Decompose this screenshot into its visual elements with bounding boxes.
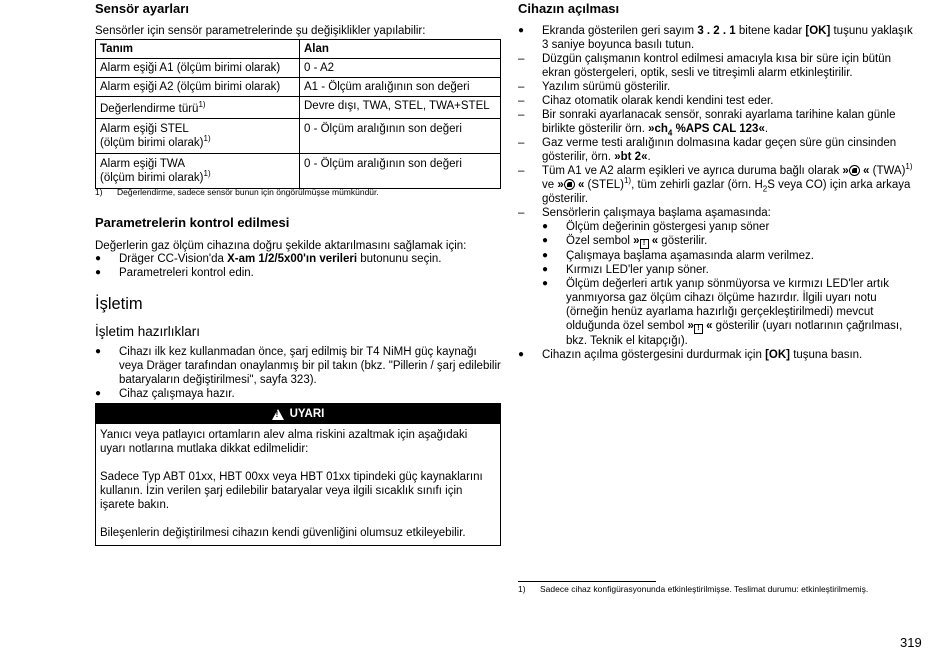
warning-body	[96, 424, 500, 545]
list-item: ● Çalışmaya başlama aşamasında alarm verilmez.	[542, 249, 922, 263]
table-cell-range: Devre dışı, TWA, STEL, TWA+STEL	[300, 97, 501, 119]
quote-open: »	[842, 165, 849, 177]
footnote-ref: 1)	[203, 169, 211, 179]
quote-close: «	[574, 179, 585, 191]
page-number: 319	[900, 635, 922, 650]
list-item: ● Parametreleri kontrol edin.	[95, 266, 501, 280]
item-text: ve	[542, 179, 558, 191]
list-item	[518, 348, 922, 362]
sensor-table-wrap	[95, 39, 501, 189]
quote-close: «	[702, 320, 713, 332]
table-cell-range: 0 - Ölçüm aralığının son değeri	[300, 119, 501, 154]
quote-open: »	[557, 179, 564, 191]
code-part: »ch	[648, 123, 668, 135]
item-text: Ölçüm değerleri artık yanıp sönmüyorsa ve kırmızı LED'ler artık yanmıyorsa gaz ölçüm cihazı ölçüme hazırdır. İlgili uyarı notu (örneğin henüz ayarlama hazırlığı gerçekleştirilmedi) mevcut olduğunda özel sembol	[566, 278, 890, 332]
device-on-list	[518, 24, 922, 362]
list-item	[95, 252, 501, 266]
code-part: %APS CAL 123«	[672, 123, 765, 135]
item-bold-text: X-am 1/2/5x00'ın verileri	[227, 253, 358, 265]
table-cell-term: Alarm eşiği A1 (ölçüm birimi olarak)	[96, 59, 300, 78]
item-text: (TWA)	[869, 165, 906, 177]
item-text: Özel sembol	[566, 235, 634, 247]
footnote-ref: 1)	[905, 162, 913, 172]
table-cell-range: 0 - Ölçüm aralığının son değeri	[300, 154, 501, 189]
term-text: Alarm eşiği TWA	[100, 158, 185, 170]
ok-key-text: [OK]	[765, 349, 790, 361]
table-row	[96, 154, 501, 189]
table-row	[96, 59, 501, 78]
warning-header	[96, 404, 500, 424]
param-check-heading: Parametrelerin kontrol edilmesi	[95, 215, 290, 230]
footnote-ref: 1)	[623, 176, 632, 186]
list-item	[518, 108, 922, 136]
item-text: S veya CO) için arka arkaya gösterilir.	[542, 179, 911, 205]
table-cell-range: A1 - Ölçüm aralığının son değeri	[300, 78, 501, 97]
operation-prep-heading: İşletim hazırlıkları	[95, 324, 201, 339]
footnote-text: Sadece cihaz konfigürasyonunda etkinleştirilmişse. Teslimat durumu: etkinleştirilmemiş.	[540, 584, 869, 594]
list-item	[542, 234, 922, 249]
ok-key-text: [OK]	[805, 25, 831, 37]
item-text: (STEL)	[584, 179, 624, 191]
item-text: Tüm A1 ve A2 alarm eşikleri ve ayrıca duruma bağlı olarak	[542, 165, 843, 177]
display-code: »bt 2«	[614, 151, 648, 163]
term-text: (ölçüm birimi olarak)	[100, 172, 204, 184]
term-text: (ölçüm birimi olarak)	[100, 137, 204, 149]
warmup-sublist	[542, 220, 922, 348]
right-footnote	[518, 584, 928, 595]
table-cell-term: Alarm eşiği A2 (ölçüm birimi olarak)	[96, 78, 300, 97]
table-header-range: Alan	[300, 40, 501, 59]
sensor-parameter-table	[95, 39, 501, 189]
table-cell-term	[96, 119, 300, 154]
footnote-ref: 1)	[198, 100, 206, 110]
table-row	[96, 97, 501, 119]
list-item: ● Cihazı ilk kez kullanmadan önce, şarj edilmiş bir T4 NiMH güç kaynağı veya Dräger tarafından onaylanmış bir pil takın (bkz. "Pillerin / şarj edilebilir bataryaların değiştirilmesi", sayfa 323).	[95, 345, 501, 387]
warning-paragraph: Sadece Typ ABT 01xx, HBT 00xx veya HBT 01xx tipindeki güç kaynaklarını kullanın. İzin verilen şarj edilebilir bataryalar veya ilgili sıcaklık sınıfı için işarete bakın.	[100, 471, 483, 511]
operation-prep-list	[95, 345, 501, 401]
table-cell-range: 0 - A2	[300, 59, 501, 78]
quote-close: «	[859, 165, 870, 177]
item-text: .	[764, 123, 769, 135]
item-text: Gaz verme testi aralığının dolmasına kadar geçen süre gün cinsinden gösterilir, örn.	[542, 137, 897, 163]
list-item	[518, 206, 922, 348]
warning-paragraph: Yanıcı veya patlayıcı ortamların alev alma riskini azaltmak için aşağıdaki uyarı notlarına mutlaka dikkat edilmelidir:	[100, 429, 468, 455]
list-item	[518, 164, 922, 206]
warning-title: UYARI	[289, 408, 325, 420]
item-text: Sensörlerin çalışmaya başlama aşamasında:	[542, 207, 771, 219]
list-item: ● Cihaz çalışmaya hazır.	[95, 387, 501, 401]
table-cell-term	[96, 97, 300, 119]
footnote-text: Değerlendirme, sadece sensör bunun için öngörülmüşse mümkündür.	[117, 187, 379, 197]
item-text: tuşunu yaklaşık 3 saniye boyunca basılı tutun.	[542, 25, 913, 51]
code-sub: 4	[667, 128, 673, 138]
subscript: 2	[762, 184, 768, 194]
table-row	[96, 119, 501, 154]
param-check-intro: Değerlerin gaz ölçüm cihazına doğru şekilde aktarılmasını sağlamak için:	[95, 240, 467, 252]
item-text: butonunu seçin.	[357, 253, 442, 265]
special-symbol-icon: !	[640, 239, 649, 249]
table-header-term: Tanım	[96, 40, 300, 59]
warning-paragraph: Bileşenlerin değiştirilmesi cihazın kendi güvenliğini olumsuz etkileyebilir.	[100, 527, 466, 539]
footnote-number: 1)	[95, 187, 103, 197]
list-item: – Cihaz otomatik olarak kendi kendini test eder.	[518, 94, 922, 108]
quote-close: «	[648, 235, 659, 247]
item-text: gösterilir (uyarı notlarının çağrılması, bkz. Teknik el kitapçığı).	[566, 320, 903, 347]
warning-box	[95, 403, 501, 546]
item-text: Ekranda gösterilen geri sayım	[542, 25, 698, 37]
item-text: gösterilir.	[658, 235, 708, 247]
list-item: – Yazılım sürümü gösterilir.	[518, 80, 922, 94]
list-item	[542, 277, 922, 348]
item-text: tuşuna basın.	[790, 349, 863, 361]
list-item	[518, 136, 922, 164]
item-text: .	[647, 151, 651, 163]
item-text: Cihazın açılma göstergesini durdurmak için	[542, 349, 766, 361]
list-item: ● Kırmızı LED'ler yanıp söner.	[542, 263, 922, 277]
term-text: Alarm eşiği STEL	[100, 123, 189, 135]
device-on-heading: Cihazın açılması	[518, 1, 620, 16]
sensor-settings-intro: Sensörler için sensör parametrelerinde şu değişiklikler yapılabilir:	[95, 25, 426, 37]
item-text: Dräger CC-Vision'da	[119, 253, 228, 265]
footnote-divider	[518, 581, 656, 582]
display-code	[648, 123, 765, 138]
table-cell-term	[96, 154, 300, 189]
table-header-row	[96, 40, 501, 59]
special-symbol-icon: !	[694, 324, 703, 334]
footnote-number: 1)	[518, 584, 526, 594]
table-row	[96, 78, 501, 97]
table-footnote	[95, 187, 501, 198]
footnote-ref: 1)	[203, 134, 211, 144]
item-text: bitene kadar	[735, 25, 806, 37]
item-text: Bir sonraki ayarlanacak sensör, sonraki ayarlama tarihine kalan günle birlikte gösterilir örn.	[542, 109, 896, 135]
quote-open: »	[687, 320, 694, 332]
warning-triangle-icon	[272, 409, 284, 420]
twa-symbol-icon	[849, 165, 860, 176]
list-item	[518, 24, 922, 52]
item-text: , tüm zehirli gazlar (örn. H	[631, 179, 763, 191]
list-item: ● Ölçüm değerinin göstergesi yanıp söner	[542, 220, 922, 234]
param-check-list	[95, 252, 501, 280]
stel-symbol-icon	[564, 179, 575, 190]
list-item: – Düzgün çalışmanın kontrol edilmesi amacıyla kısa bir süre için bütün ekran göstergeleri, optik, sesli ve titreşimli alarm etkinleştirilir.	[518, 52, 922, 80]
countdown-text: 3 . 2 . 1	[697, 25, 736, 37]
operation-heading: İşletim	[95, 295, 143, 313]
sensor-settings-heading: Sensör ayarları	[95, 1, 189, 16]
quote-open: »	[633, 235, 640, 247]
term-text: Değerlendirme türü	[100, 103, 199, 115]
